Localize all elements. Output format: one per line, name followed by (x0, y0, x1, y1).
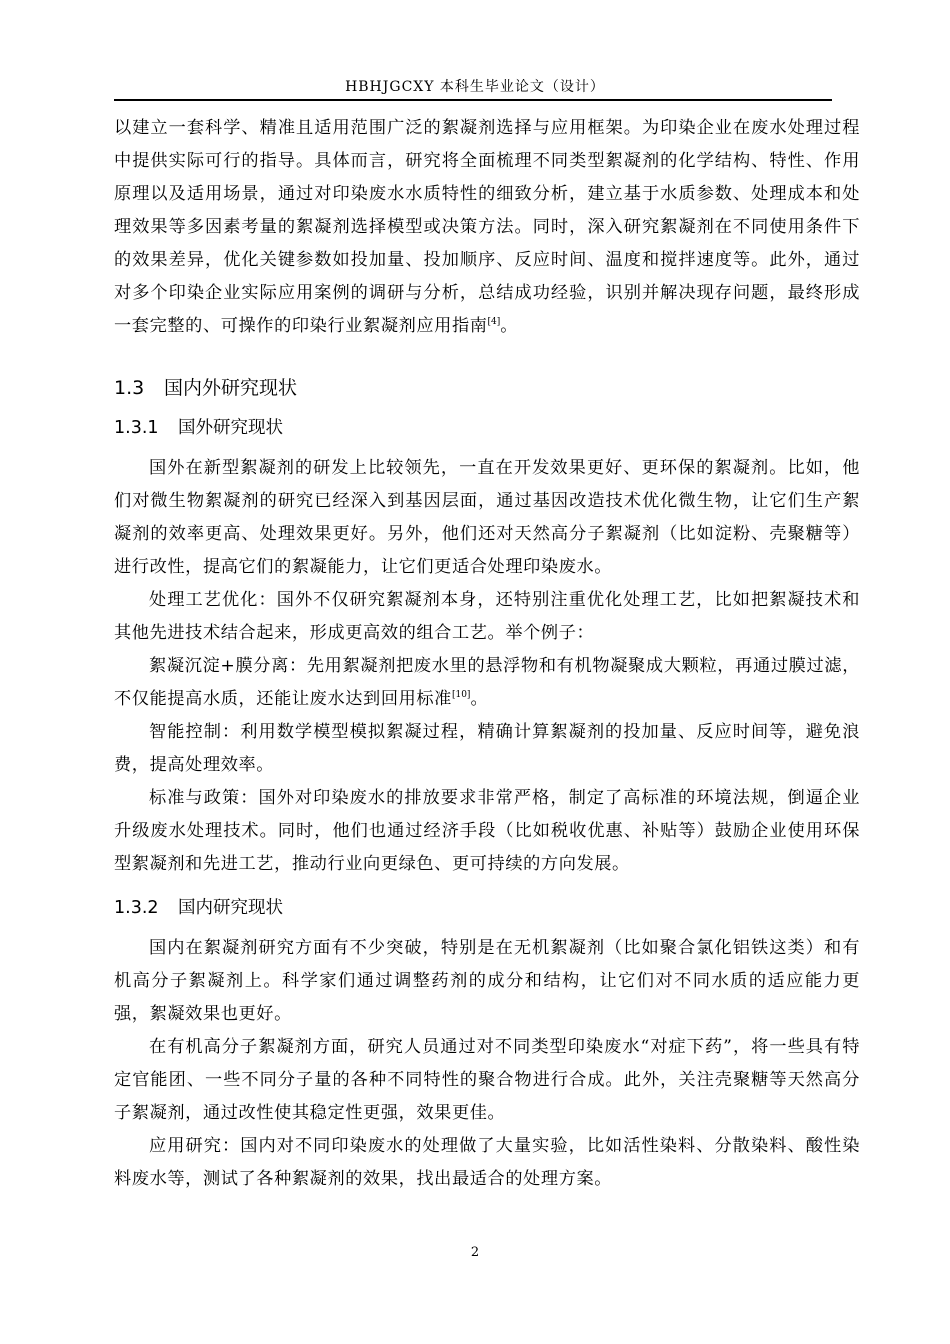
paragraph: 国内在絮凝剂研究方面有不少突破，特别是在无机絮凝剂（比如聚合氯化铝铁这类）和有机高分子絮凝剂上。科学家们通过调整药剂的成分和结构，让它们对不同水质的适应能力更强，絮凝效果也更好。 (114, 938, 860, 1024)
paragraph: 在有机高分子絮凝剂方面，研究人员通过对不同类型印染废水“对症下药”，将一些具有特定官能团、一些不同分子量的各种不同特性的聚合物进行合成。此外，关注壳聚糖等天然高分子絮凝剂，通过改性使其稳定性更强，效果更佳。 (114, 1037, 860, 1123)
paragraph: 智能控制：利用数学模型模拟絮凝过程，精确计算絮凝剂的投加量、反应时间等，避免浪费，提高处理效率。 (114, 722, 860, 775)
section-heading-1-3 (114, 373, 860, 403)
section-heading-1-3-2 (114, 893, 860, 923)
paragraph: 应用研究：国内对不同印染废水的处理做了大量实验，比如活性染料、分散染料、酸性染料废水等，测试了各种絮凝剂的效果，找出最适合的处理方案。 (114, 1136, 860, 1189)
section-title: 国内研究现状 (178, 898, 283, 918)
page-header: HBHJGCXY 本科生毕业论文（设计） (345, 79, 605, 95)
section-number: 1.3.1 (114, 418, 159, 438)
paragraph (114, 650, 860, 716)
page-body (114, 112, 860, 1196)
paragraph: 标准与政策：国外对印染废水的排放要求非常严格，制定了高标准的环境法规，倒逼企业升级废水处理技术。同时，他们也通过经济手段（比如税收优惠、补贴等）鼓励企业使用环保型絮凝剂和先进工艺，推动行业向更绿色、更可持续的方向发展。 (114, 788, 860, 874)
paragraph-end: 。 (470, 689, 489, 709)
intro-end: 。 (500, 316, 519, 336)
citation-10: [10] (451, 690, 471, 700)
section-heading-1-3-1 (114, 413, 860, 443)
intro-paragraph (114, 112, 860, 343)
page-number: 2 (470, 1245, 480, 1260)
paragraph: 国外在新型絮凝剂的研发上比较领先，一直在开发效果更好、更环保的絮凝剂。比如，他们对微生物絮凝剂的研究已经深入到基因层面，通过基因改造技术优化微生物，让它们生产絮凝剂的效率更高、处理效果更好。另外，他们还对天然高分子絮凝剂（比如淀粉、壳聚糖等）进行改性，提高它们的絮凝能力，让它们更适合处理印染废水。 (114, 458, 860, 577)
section-title: 国外研究现状 (178, 418, 283, 438)
section-number: 1.3.2 (114, 898, 159, 918)
paragraph-text: 絮凝沉淀+膜分离：先用絮凝剂把废水里的悬浮物和有机物凝聚成大颗粒，再通过膜过滤，不仅能提高水质，还能让废水达到回用标准 (114, 656, 860, 709)
header-divider (114, 99, 832, 101)
intro-text: 以建立一套科学、精准且适用范围广泛的絮凝剂选择与应用框架。为印染企业在废水处理过程中提供实际可行的指导。具体而言，研究将全面梳理不同类型絮凝剂的化学结构、特性、作用原理以及适用场景，通过对印染废水水质特性的细致分析，建立基于水质参数、处理成本和处理效果等多因素考量的絮凝剂选择模型或决策方法。同时，深入研究絮凝剂在不同使用条件下的效果差异，优化关键参数如投加量、投加顺序、反应时间、温度和搅拌速度等。此外，通过对多个印染企业实际应用案例的调研与分析，总结成功经验，识别并解决现存问题，最终形成一套完整的、可操作的印染行业絮凝剂应用指南 (114, 118, 860, 336)
section-number: 1.3 (114, 377, 145, 399)
citation-4: [4] (487, 317, 501, 327)
paragraph: 处理工艺优化：国外不仅研究絮凝剂本身，还特别注重优化处理工艺，比如把絮凝技术和其他先进技术结合起来，形成更高效的组合工艺。举个例子： (114, 590, 860, 643)
section-title: 国内外研究现状 (164, 377, 298, 399)
